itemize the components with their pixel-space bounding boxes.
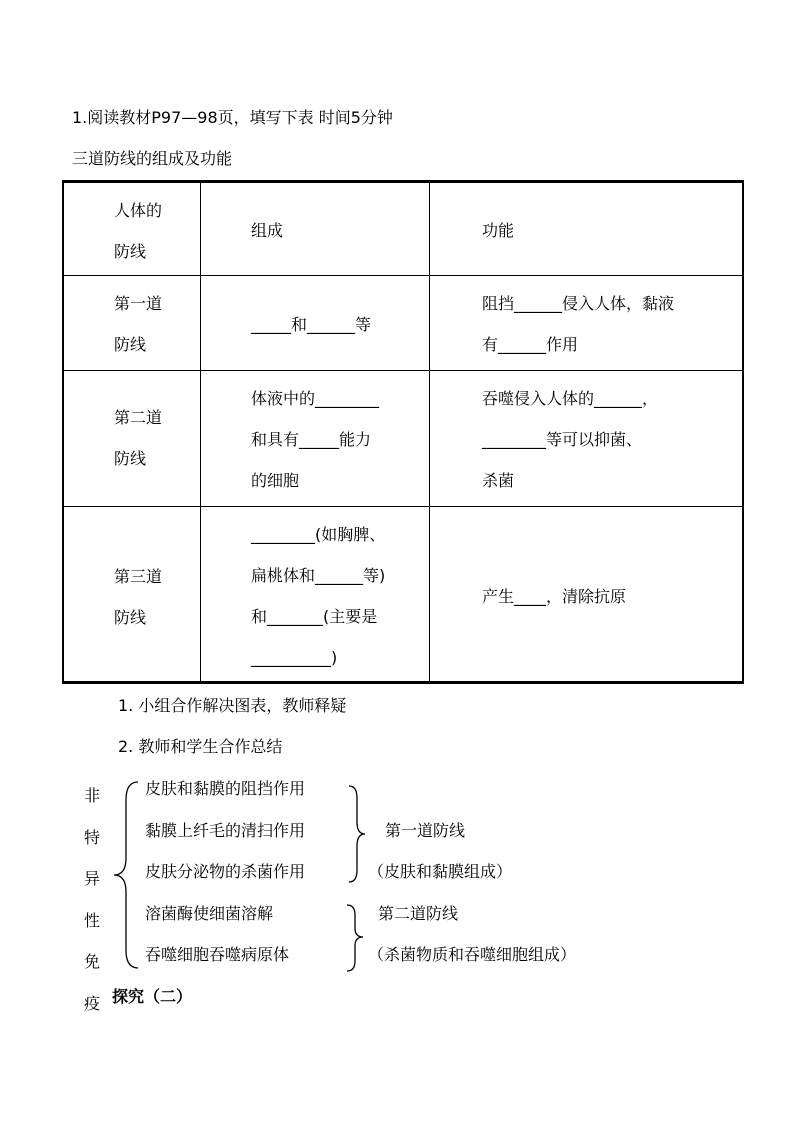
first-line-label: 第一道防线	[385, 821, 466, 840]
header-function: 功能	[482, 221, 515, 240]
step-1: 1. 小组合作解决图表，教师释疑	[118, 696, 347, 715]
row3-composition: ________(如胸脾、 扁桃体和______等) 和_______(主要是 __________)	[251, 525, 386, 667]
row2-function: 吞噬侵入人体的______， ________等可以抑菌、 杀菌	[482, 389, 659, 490]
intro-instruction: 1.阅读教材P97—98页，填写下表 时间5分钟	[72, 108, 393, 127]
right-brace-first-icon	[347, 784, 367, 884]
row1-line-name: 第一道 防线	[114, 294, 163, 354]
row3-function: 产生____，清除抗原	[482, 587, 627, 606]
summary-item-5: 吞噬细胞吞噬病原体	[145, 945, 290, 964]
summary-item-3: 皮肤分泌物的杀菌作用	[145, 862, 306, 881]
row2-line-name: 第二道 防线	[114, 408, 163, 468]
left-brace-icon	[112, 780, 142, 970]
second-line-label: 第二道防线	[378, 904, 459, 923]
header-composition: 组成	[251, 221, 284, 240]
table-caption: 三道防线的组成及功能	[72, 149, 233, 168]
header-defense-line: 人体的 防线	[114, 201, 163, 261]
step-2: 2. 教师和学生合作总结	[118, 737, 283, 756]
row3-line-name: 第三道 防线	[114, 567, 163, 627]
summary-item-1: 皮肤和黏膜的阻挡作用	[145, 779, 306, 798]
summary-item-2: 黏膜上纤毛的清扫作用	[145, 821, 306, 840]
row2-composition: 体液中的________ 和具有_____能力 的细胞	[251, 389, 380, 490]
right-brace-second-icon	[345, 903, 365, 973]
nonspecific-immunity-label: 非 特 异 性 免 疫	[83, 786, 100, 1013]
summary-item-4: 溶菌酶使细菌溶解	[145, 904, 274, 923]
second-line-note: （杀菌物质和吞噬细胞组成）	[368, 945, 577, 964]
section-heading: 探究（二）	[112, 987, 193, 1006]
row1-function: 阻挡______侵入人体，黏液 有______作用	[482, 294, 675, 354]
first-line-note: （皮肤和黏膜组成）	[368, 862, 513, 881]
defense-lines-table	[62, 180, 744, 684]
row1-composition: _____和______等	[251, 315, 372, 334]
